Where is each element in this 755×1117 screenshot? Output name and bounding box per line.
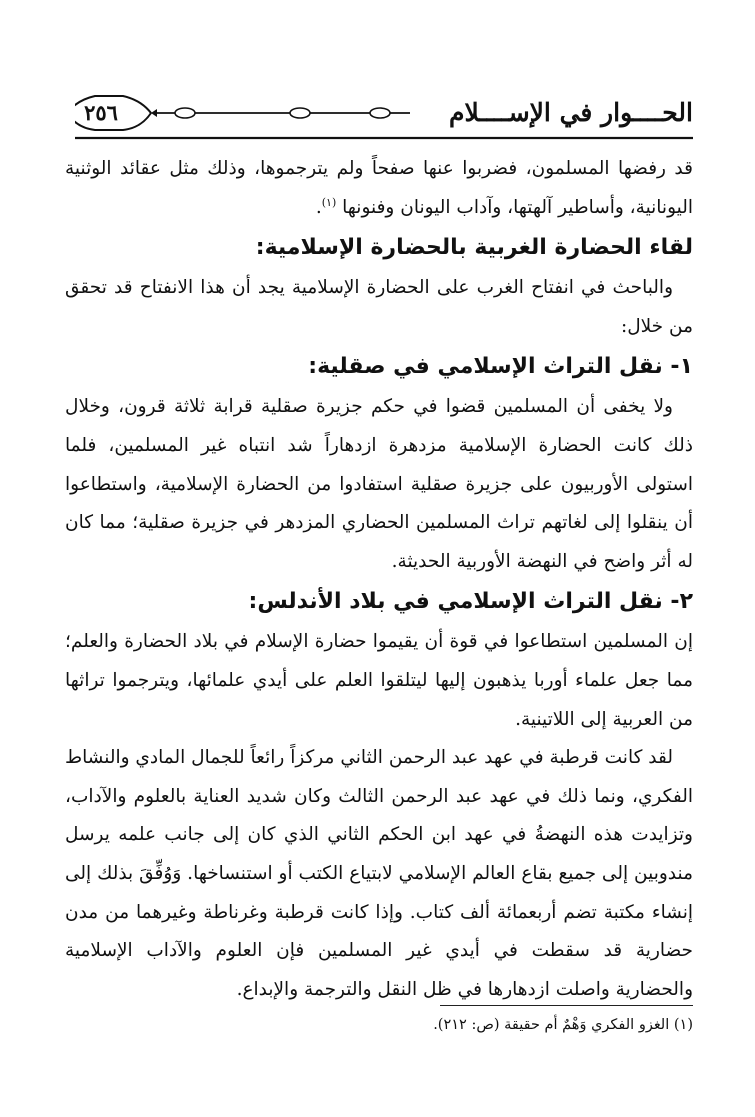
paragraph-4	[65, 623, 693, 739]
footnote: (١) الغزو الفكري وَهْمٌ أم حقيقة (ص: ٢١٢).	[433, 1017, 693, 1033]
paragraph-3	[65, 388, 693, 581]
footnote-divider	[440, 1005, 693, 1006]
subheading-sicily: ١- نقل التراث الإسلامي في صقلية:	[308, 354, 693, 380]
subheading-andalusia: ٢- نقل التراث الإسلامي في بلاد الأندلس:	[248, 589, 693, 615]
running-header-title: الحــــوار في الإســــلام	[449, 98, 693, 127]
paragraph-3-text: ولا يخفى أن المسلمين قضوا في حكم جزيرة صقلية قرابة ثلاثة قرون، وخلال ذلك كانت الحضارة الإسلامية مزدهرة ازدهاراً شد انتباه غير المسلمين، فلما استولى الأوربيون على جزيرة صقلية استفادوا من الحضارة الإسلامية، واستطاعوا أن ينقلوا إلى لغاتهم تراث المسلمين الحضاري المزدهر في جزيرة صقلية؛ مما كان له أثر واضح في النهضة الأوربية الحديثة.	[65, 396, 693, 572]
page-header	[75, 92, 693, 142]
paragraph-5-text: لقد كانت قرطبة في عهد عبد الرحمن الثاني مركزاً رائعاً للجمال المادي والنشاط الفكري، ونما ذلك في عهد عبد الرحمن الثالث وكان شديد العناية بالعلوم والآداب، وتزايدت هذه النهضةُ في عهد ابن الحكم الثاني الذي كان إلى جانب علمه يرسل مندوبين إلى جميع بقاع العالم الإسلامي لابتياع الكتب أو استنساخها. وَوُفِّقَ بذلك إلى إنشاء مكتبة تضم أربعمائة ألف كتاب. وإذا كانت قرطبة وغرناطة وغيرهما من مدن حضارية قد سقطت في أيدي غير المسلمين فإن العلوم والآداب الإسلامية والحضارية واصلت ازدهارها في ظل النقل والترجمة والإبداع.	[65, 747, 693, 1000]
paragraph-4-text: إن المسلمين استطاعوا في قوة أن يقيموا حضارة الإسلام في بلاد الحضارة والعلم؛ مما جعل علماء أوربا يذهبون إليها ليتلقوا العلم على أيدي علمائها، ويترجموا تراثها من العربية إلى اللاتينية.	[65, 631, 693, 730]
paragraph-2	[65, 269, 693, 346]
page-number: ٢٥٦	[84, 100, 118, 125]
page-body	[65, 150, 693, 1009]
paragraph-1-end: .	[315, 196, 322, 218]
section-heading-west-meets-islam: لقاء الحضارة الغربية بالحضارة الإسلامية:	[255, 235, 693, 261]
paragraph-1-text: قد رفضها المسلمون، فضربوا عنها صفحاً ولم يترجموها، وذلك مثل عقائد الوثنية اليونانية، وأساطير آلهتها، وآداب اليونان وفنونها	[65, 158, 693, 218]
paragraph-5	[65, 739, 693, 1009]
paragraph-1	[65, 150, 693, 227]
footnote-reference: (١)	[321, 195, 337, 209]
paragraph-2-text: والباحث في انفتاح الغرب على الحضارة الإسلامية يجد أن هذا الانفتاح قد تحقق من خلال:	[65, 277, 693, 337]
